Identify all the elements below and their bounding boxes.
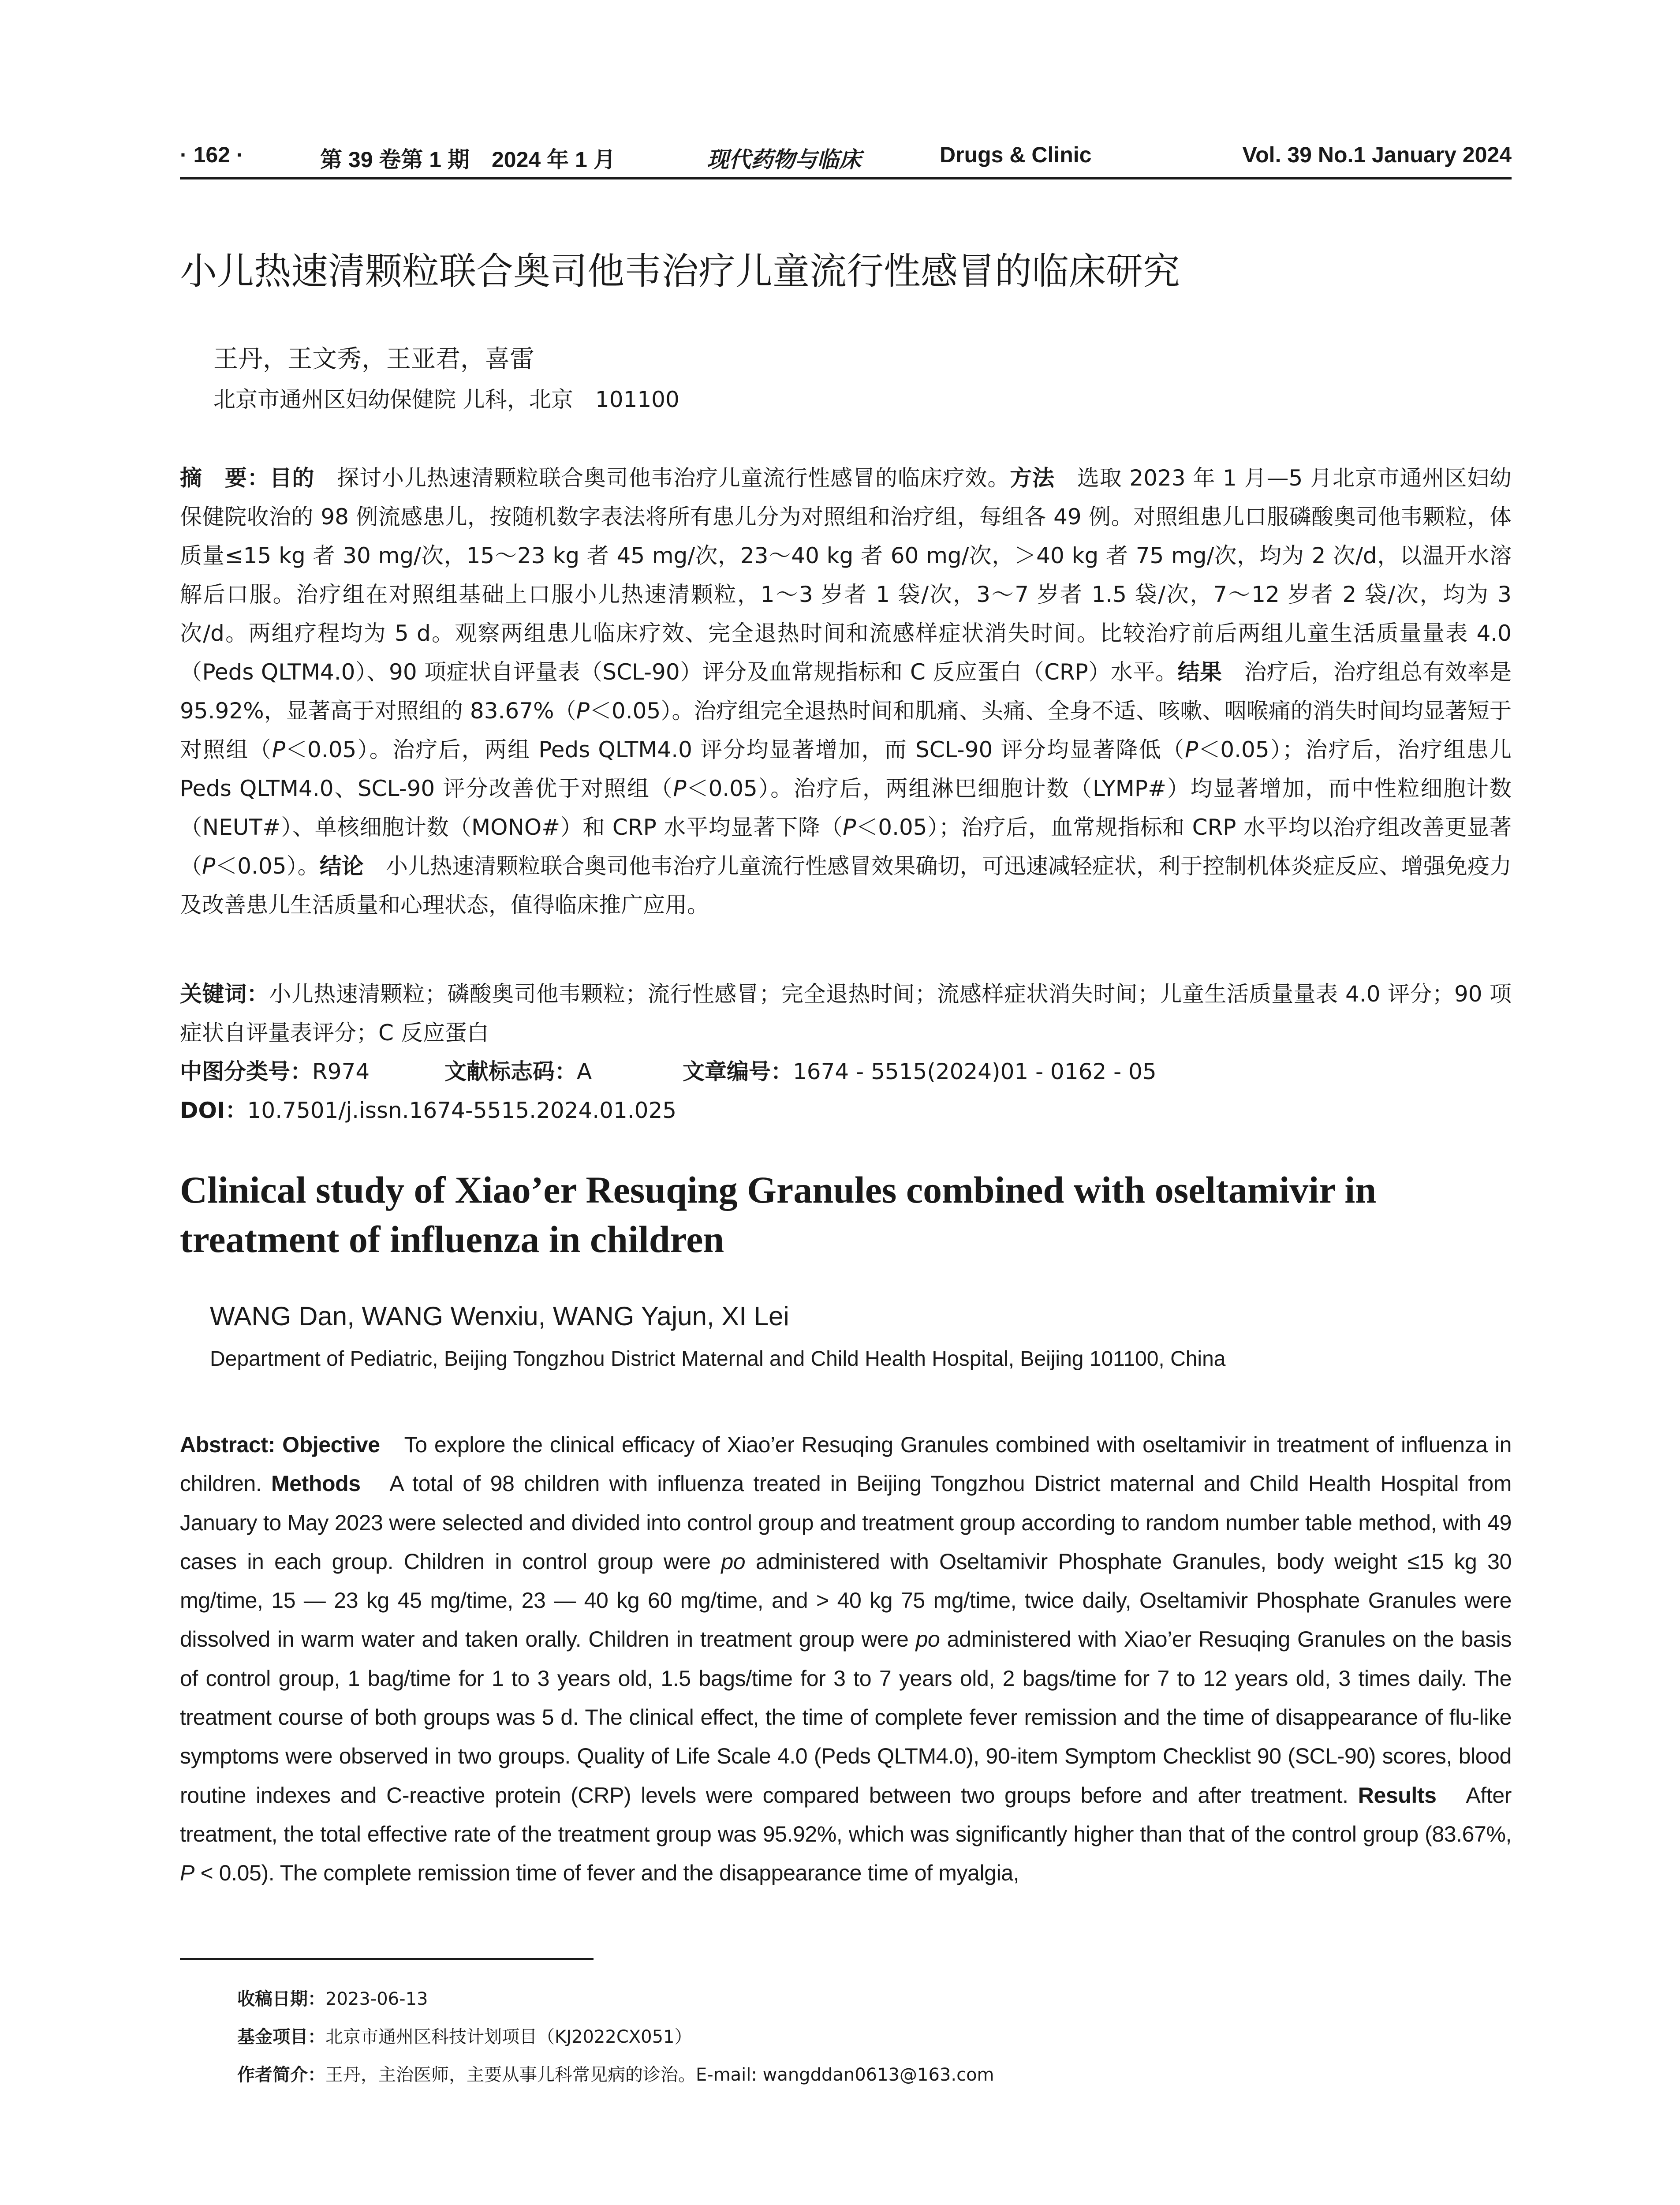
received-date: 2023-06-13 — [325, 1989, 428, 2009]
methods-label-en: Methods — [271, 1471, 361, 1496]
doi-label: DOI： — [180, 1098, 247, 1123]
affiliation-en: Department of Pediatric, Beijing Tongzhou District Maternal and Child Health Hospital, Beijing 101100, China — [210, 1347, 1226, 1371]
results-text-cn: ＜0.05）。治疗后，两组 Peds QLTM4.0 评分均显著增加，而 SCL-90 评分均显著降低（ — [285, 737, 1185, 762]
results-text-cn: 治疗后，治疗组总有效率是 95.92%，显著高于对照组的 83.67%（ — [180, 659, 1512, 724]
page-number: · 162 · — [180, 142, 244, 167]
p-symbol: P — [202, 853, 216, 879]
results-text-cn: ＜0.05）。治疗组完全退热时间和肌痛、头痛、全身不适、咳嗽、咽喉痛的消失时间均显著短于对照组（ — [180, 698, 1512, 762]
doc-code: A — [577, 1059, 592, 1084]
keywords-label: 关键词： — [180, 981, 269, 1007]
po-term: po — [721, 1549, 746, 1574]
results-text-en: After treatment, the total effective rate of the treatment group was 95.92%, which was significantly higher than that of the control group (83.67%, — [180, 1783, 1512, 1846]
results-text-cn: ＜0.05）。 — [215, 853, 320, 879]
conclusion-label-cn: 结论 — [319, 853, 364, 879]
po-term: po — [915, 1627, 940, 1652]
p-symbol: P — [180, 1861, 194, 1886]
fund-text: 北京市通州区科技计划项目（KJ2022CX051） — [325, 2027, 692, 2047]
issue-info-en: Vol. 39 No.1 January 2024 — [1242, 142, 1512, 167]
methods-text-en: A total of 98 children with influenza treated in Beijing Tongzhou District maternal and Child Health Hospital from January to May 2023 were selected and divided into control group and treatment group according to random number table method, with 49 cases in each group. Children in control group were — [180, 1471, 1512, 1574]
doc-code-label: 文献标志码： — [444, 1059, 577, 1084]
clc-label: 中图分类号： — [180, 1059, 312, 1084]
objective-text-en: To explore the clinical efficacy of Xiao’er Resuqing Granules combined with oseltamivir in treatment of influenza in children. — [180, 1432, 1512, 1496]
clc-code: R974 — [312, 1059, 370, 1084]
abstract-cn — [180, 459, 1512, 924]
issue-info-cn: 第 39 卷第 1 期 2024 年 1 月 — [320, 147, 616, 172]
affiliation-cn: 北京市通州区妇幼保健院 儿科，北京 101100 — [213, 387, 679, 412]
objective-label-cn: 目的 — [269, 465, 315, 491]
results-text-cn: ＜0.05）；治疗后，血常规指标和 CRP 水平均以治疗组改善更显著（ — [180, 815, 1512, 879]
classification-line — [180, 1052, 1512, 1091]
article-title-en: Clinical study of Xiao’er Resuqing Granules combined with oseltamivir in treatment of influenza in children — [180, 1169, 1377, 1260]
p-symbol: P — [673, 776, 687, 801]
authors-cn: 王丹，王文秀，王亚君，喜雷 — [213, 345, 534, 374]
results-text-cn: ＜0.05）。治疗后，两组淋巴细胞计数（LYMP#）均显著增加，而中性粒细胞计数（NEUT#）、单核细胞计数（MONO#）和 CRP 水平均显著下降（ — [180, 776, 1512, 840]
article-title-cn: 小儿热速清颗粒联合奥司他韦治疗儿童流行性感冒的临床研究 — [180, 250, 1180, 293]
footnotes — [237, 1980, 994, 2094]
received-label: 收稿日期： — [237, 1989, 325, 2009]
results-label-en: Results — [1358, 1783, 1437, 1808]
authors-en: WANG Dan, WANG Wenxiu, WANG Yajun, XI Lei — [210, 1301, 789, 1331]
results-text-cn: ＜0.05）；治疗后，治疗组患儿 Peds QLTM4.0、SCL-90 评分改善优于对照组（ — [180, 737, 1512, 801]
p-symbol: P — [576, 698, 590, 724]
author-bio: 王丹，主治医师，主要从事儿科常见病的诊治。E-mail: wangddan0613@163.com — [325, 2065, 994, 2085]
fund-label: 基金项目： — [237, 2027, 325, 2047]
doi-line — [180, 1091, 1512, 1130]
journal-name-cn: 现代药物与临床 — [707, 146, 861, 172]
keywords-cn — [180, 975, 1512, 1052]
keywords-text: 小儿热速清颗粒；磷酸奥司他韦颗粒；流行性感冒；完全退热时间；流感样症状消失时间；儿童生活质量量表 4.0 评分；90 项症状自评量表评分；C 反应蛋白 — [180, 981, 1512, 1046]
abstract-label-en: Abstract: — [180, 1432, 283, 1457]
abstract-en — [180, 1425, 1512, 1893]
article-no-label: 文章编号： — [683, 1059, 793, 1084]
footnote-received — [237, 1980, 994, 2018]
doi-link[interactable]: 10.7501/j.issn.1674-5515.2024.01.025 — [247, 1098, 677, 1123]
methods-text-en: administered with Xiao’er Resuqing Granules on the basis of control group, 1 bag/time for 1 to 3 years old, 1.5 bags/time for 3 to 7 years old, 2 bags/time for 7 to 12 years old, 3 times daily. The treatment course of both groups was 5 d. The clinical effect, the time of complete fever remission and the time of disappearance of flu-like symptoms were observed in two groups. Quality of Life Scale 4.0 (Peds QLTM4.0), 90-item Symptom Checklist 90 (SCL-90) scores, blood routine indexes and C-reactive protein (CRP) levels were compared between two groups before and after treatment. — [180, 1627, 1512, 1808]
results-text-en: < 0.05). The complete remission time of fever and the disappearance time of myalgia, — [194, 1861, 1019, 1886]
footnote-fund — [237, 2018, 994, 2056]
conclusion-text-cn: 小儿热速清颗粒联合奥司他韦治疗儿童流行性感冒效果确切，可迅速减轻症状，利于控制机体炎症反应、增强免疫力及改善患儿生活质量和心理状态，值得临床推广应用。 — [180, 853, 1512, 918]
methods-text-cn: 选取 2023 年 1 月—5 月北京市通州区妇幼保健院收治的 98 例流感患儿，按随机数字表法将所有患儿分为对照组和治疗组，每组各 49 例。对照组患儿口服磷酸奥司他韦颗粒，体质量≤15 kg 者 30 mg/次，15～23 kg 者 45 mg/次，23～40 kg 者 60 mg/次，＞40 kg 者 75 mg/次，均为 2 次/d，以温开水溶解后口服。治疗组在对照组基础上口服小儿热速清颗粒，1～3 岁者 1 袋/次，3～7 岁者 1.5 袋/次，7～12 岁者 2 袋/次，均为 3 次/d。两组疗程均为 5 d。观察两组患儿临床疗效、完全退热时间和流感样症状消失时间。比较治疗前后两组儿童生活质量量表 4.0（Peds QLTM4.0）、90 项症状自评量表（SCL-90）评分及血常规指标和 C 反应蛋白（CRP）水平。 — [180, 465, 1512, 685]
methods-text-en: administered with Oseltamivir Phosphate Granules, body weight ≤15 kg 30 mg/time, 15 — 23 kg 45 mg/time, 23 — 40 kg 60 mg/time, and > 40 kg 75 mg/time, twice daily, Oseltamivir Phosphate Granules were dissolved in warm water and taken orally. Children in treatment group were — [180, 1549, 1512, 1652]
objective-label-en: Objective — [282, 1432, 380, 1457]
abstract-label-cn: 摘 要： — [180, 465, 270, 491]
results-label-cn: 结果 — [1177, 659, 1222, 685]
p-symbol: P — [272, 737, 286, 762]
author-label: 作者简介： — [237, 2065, 325, 2085]
p-symbol: P — [1185, 737, 1198, 762]
running-header — [180, 139, 1512, 179]
footnote-divider — [180, 1958, 594, 1960]
article-no: 1674 - 5515(2024)01 - 0162 - 05 — [793, 1059, 1157, 1084]
objective-text-cn: 探讨小儿热速清颗粒联合奥司他韦治疗儿童流行性感冒的临床疗效。 — [314, 465, 1010, 491]
methods-label-cn: 方法 — [1010, 465, 1055, 491]
journal-name-en: Drugs & Clinic — [940, 142, 1092, 167]
p-symbol: P — [843, 815, 856, 840]
footnote-author — [237, 2056, 994, 2094]
